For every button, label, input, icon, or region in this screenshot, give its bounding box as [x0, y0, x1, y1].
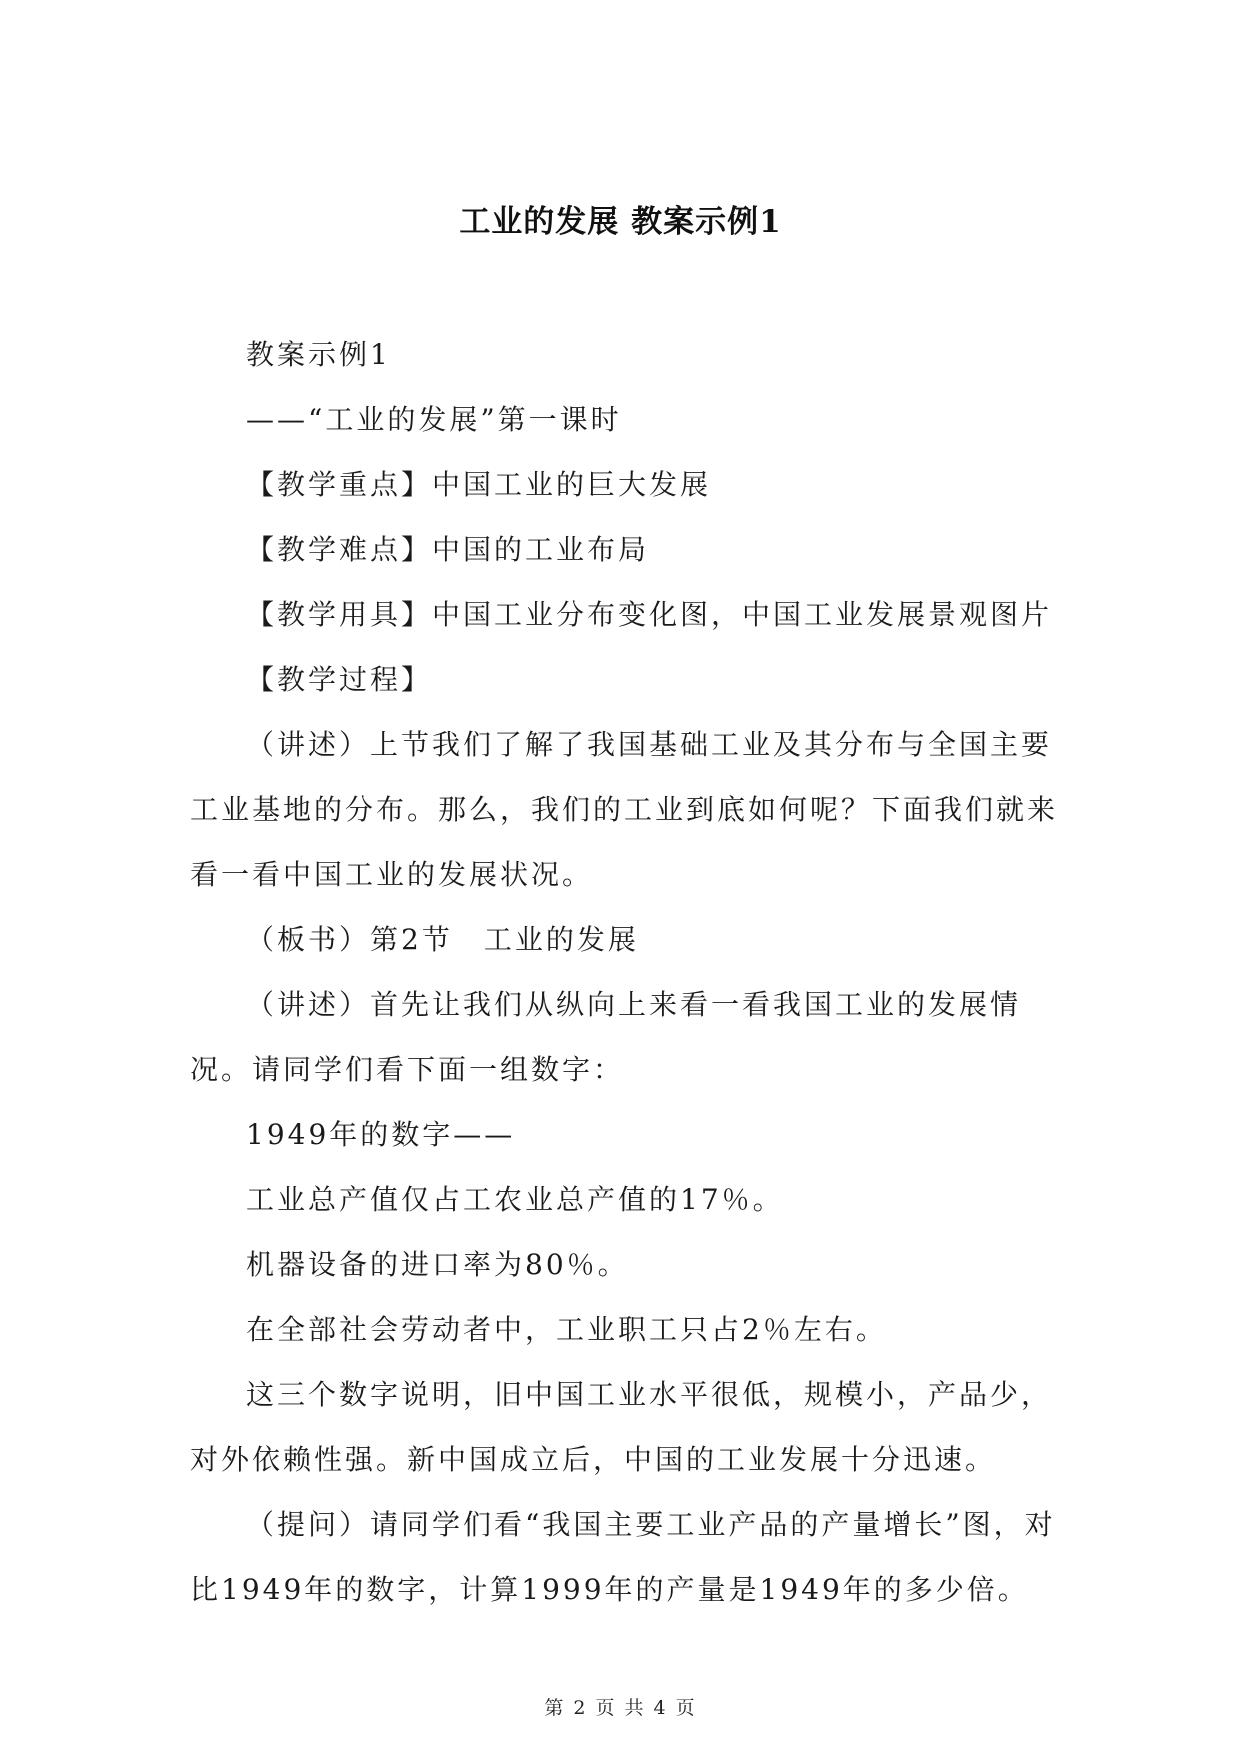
- document-title: 工业的发展 教案示例1: [459, 204, 782, 240]
- paragraph: 教案示例1: [246, 338, 391, 371]
- paragraph: 【教学过程】: [246, 663, 433, 696]
- paragraph: （板书）第2节 工业的发展: [246, 923, 639, 956]
- paragraph: 【教学重点】中国工业的巨大发展: [246, 468, 712, 501]
- paragraph: 工业总产值仅占工农业总产值的17％。: [246, 1183, 784, 1216]
- page-number-footer: 第 2 页 共 4 页: [544, 1697, 697, 1719]
- paragraph: 【教学难点】中国的工业布局: [246, 533, 650, 566]
- paragraph: 机器设备的进口率为80％。: [246, 1248, 629, 1281]
- paragraph: ——“工业的发展”第一课时: [246, 403, 622, 436]
- paragraph: 1949年的数字——: [246, 1118, 516, 1151]
- document-body: [190, 322, 1058, 1622]
- paragraph: 【教学用具】中国工业分布变化图，中国工业发展景观图片: [246, 598, 1053, 631]
- paragraph: （提问）请同学们看“我国主要工业产品的产量增长”图，对比1949年的数字，计算1999年的产量是1949年的多少倍。: [190, 1508, 1056, 1606]
- paragraph: 在全部社会劳动者中，工业职工只占2％左右。: [246, 1313, 887, 1346]
- paragraph: （讲述）首先让我们从纵向上来看一看我国工业的发展情况。请同学们看下面一组数字：: [190, 988, 1022, 1086]
- paragraph: 这三个数字说明，旧中国工业水平很低，规模小，产品少，对外依赖性强。新中国成立后，中国的工业发展十分迅速。: [190, 1378, 1053, 1476]
- paragraph: （讲述）上节我们了解了我国基础工业及其分布与全国主要工业基地的分布。那么，我们的工业到底如何呢？下面我们就来看一看中国工业的发展状况。: [190, 728, 1059, 891]
